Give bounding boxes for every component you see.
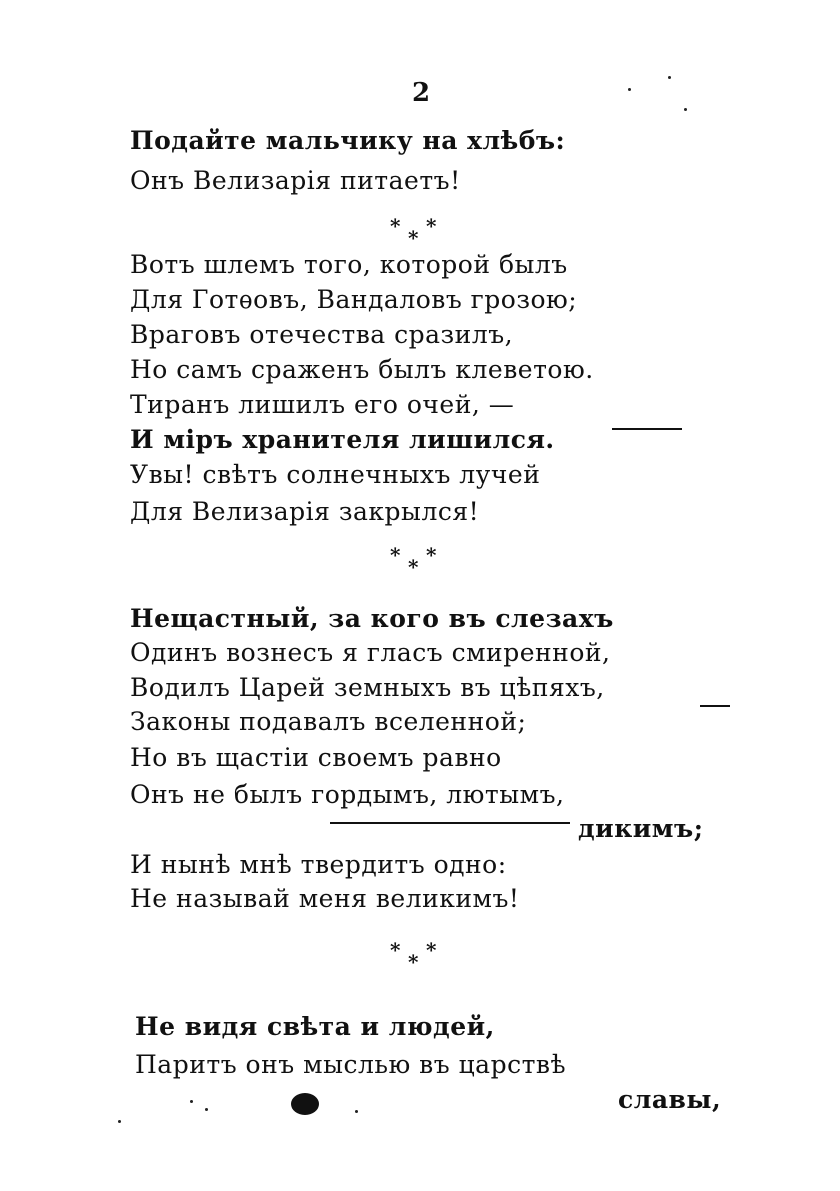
poem-line-continuation: дикимъ; xyxy=(578,814,704,843)
ink-blot xyxy=(291,1093,319,1115)
stanza-separator: * * * xyxy=(390,938,437,974)
stanza-separator: * * * xyxy=(390,214,437,250)
poem-line: Вотъ шлемъ того, которой былъ xyxy=(130,250,568,279)
poem-line: Водилъ Царей земныхъ въ цѣпяхъ, xyxy=(130,673,605,702)
poem-line: И нынѣ мнѣ твердитъ одно: xyxy=(130,850,507,879)
poem-line: Для Велизарія закрылся! xyxy=(130,497,480,526)
poem-line: И міръ хранителя лишился. xyxy=(130,425,555,454)
ink-speck xyxy=(355,1110,358,1113)
ink-speck xyxy=(668,76,671,79)
poem-line: Онъ Велизарія питаетъ! xyxy=(130,166,461,195)
ink-speck xyxy=(190,1100,193,1103)
ink-smear xyxy=(700,705,730,707)
poem-line: Одинъ вознесъ я гласъ смиренной, xyxy=(130,638,611,667)
ink-smear xyxy=(330,822,570,824)
poem-line: Паритъ онъ мыслью въ царствѣ xyxy=(135,1050,567,1079)
poem-line: Подайте мальчику на хлѣбъ: xyxy=(130,126,566,155)
ink-speck xyxy=(118,1120,121,1123)
page-number: 2 xyxy=(412,78,431,108)
stanza-separator: * * * xyxy=(390,543,437,579)
ink-speck xyxy=(684,108,687,111)
ink-smear xyxy=(612,428,682,430)
poem-line: Нещастный, за кого въ слезахъ xyxy=(130,604,614,633)
poem-line-continuation: славы, xyxy=(618,1085,722,1114)
poem-line: Увы! свѣтъ солнечныхъ лучей xyxy=(130,460,541,489)
ink-speck xyxy=(628,88,631,91)
poem-line: Враговъ отечества сразилъ, xyxy=(130,320,514,349)
ink-speck xyxy=(205,1108,208,1111)
poem-line: Не видя свѣта и людей, xyxy=(135,1012,495,1041)
poem-line: Но въ щастіи своемъ равно xyxy=(130,743,502,772)
poem-line: Законы подавалъ вселенной; xyxy=(130,707,527,736)
poem-line: Не называй меня великимъ! xyxy=(130,884,520,913)
poem-line: Но самъ сраженъ былъ клеветою. xyxy=(130,355,594,384)
poem-line: Онъ не былъ гордымъ, лютымъ, xyxy=(130,780,565,809)
poem-line: Тиранъ лишилъ его очей, — xyxy=(130,390,515,419)
poem-line: Для Готѳовъ, Вандаловъ грозою; xyxy=(130,285,578,314)
